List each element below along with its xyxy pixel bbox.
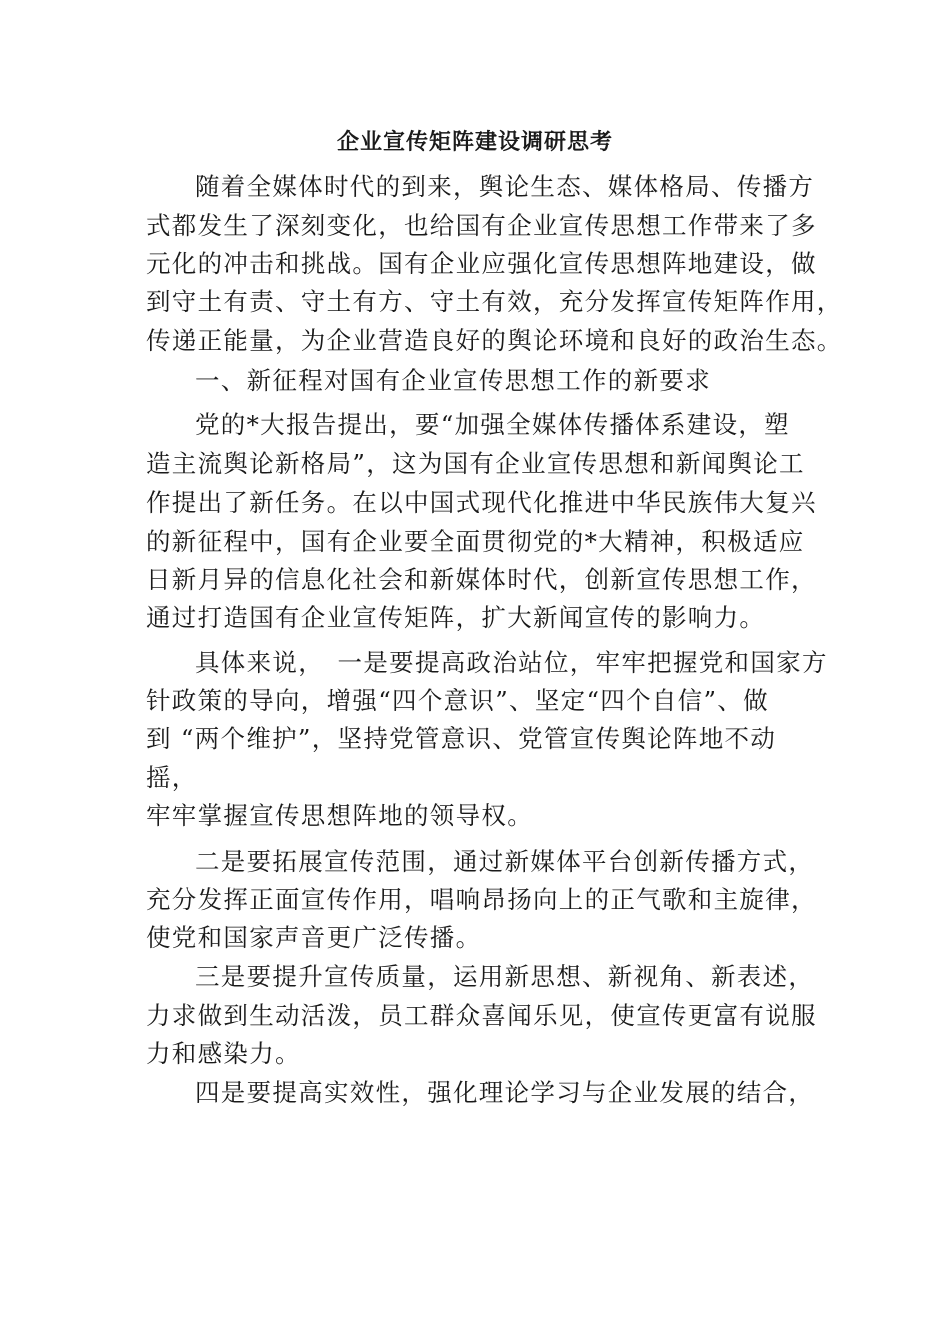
text-line: 党的*大报告提出，要“加强全媒体传播体系建设，塑 — [195, 410, 790, 439]
text-line: 的新征程中，国有企业要全面贯彻党的*大精神，积极适应 — [146, 527, 805, 556]
text-line: 元化的冲击和挑战。国有企业应强化宣传思想阵地建设，做 — [146, 249, 817, 278]
text-line: 三是要提升宣传质量，运用新思想、新视角、新表述， — [195, 962, 815, 991]
text-line: 二是要拓展宣传范围，通过新媒体平台创新传播方式， — [195, 847, 815, 876]
text-line: 造主流舆论新格局”，这为国有企业宣传思想和新闻舆论工 — [146, 449, 805, 478]
text-line: 随着全媒体时代的到来，舆论生态、媒体格局、传播方 — [195, 172, 815, 201]
text-line: 作提出了新任务。在以中国式现代化推进中华民族伟大复兴 — [146, 488, 817, 517]
document-title: 企业宣传矩阵建设调研思考 — [336, 129, 613, 155]
text-line: 牢牢掌握宣传思想阵地的领导权。 — [146, 801, 533, 830]
section-heading: 一、新征程对国有企业宣传思想工作的新要求 — [195, 366, 711, 395]
text-line: 通过打造国有企业宣传矩阵，扩大新闻宣传的影响力。 — [146, 603, 766, 632]
text-line: 充分发挥正面宣传作用，唱响昂扬向上的正气歌和主旋律， — [146, 885, 817, 914]
text-line: 力和感染力。 — [146, 1039, 301, 1068]
text-line: 传递正能量，为企业营造良好的舆论环境和良好的政治生态。 — [146, 326, 843, 355]
text-line: 使党和国家声音更广泛传播。 — [146, 923, 482, 952]
text-line: 到守土有责、守土有方、守土有效，充分发挥宣传矩阵作用， — [146, 287, 843, 316]
text-line: 摇， — [146, 763, 198, 792]
text-line: 具体来说， 一是要提高政治站位，牢牢把握党和国家方 — [195, 648, 828, 677]
text-line: 日新月异的信息化社会和新媒体时代，创新宣传思想工作， — [146, 565, 817, 594]
text-line: 到 “两个维护”，坚持党管意识、党管宣传舆论阵地不动 — [146, 724, 777, 753]
text-line: 针政策的导向，增强“四个意识”、坚定“四个自信”、做 — [146, 686, 769, 715]
text-line: 四是要提高实效性，强化理论学习与企业发展的结合， — [195, 1078, 815, 1107]
text-line: 式都发生了深刻变化，也给国有企业宣传思想工作带来了多 — [146, 211, 817, 240]
text-line: 力求做到生动活泼，员工群众喜闻乐见，使宣传更富有说服 — [146, 1001, 817, 1030]
